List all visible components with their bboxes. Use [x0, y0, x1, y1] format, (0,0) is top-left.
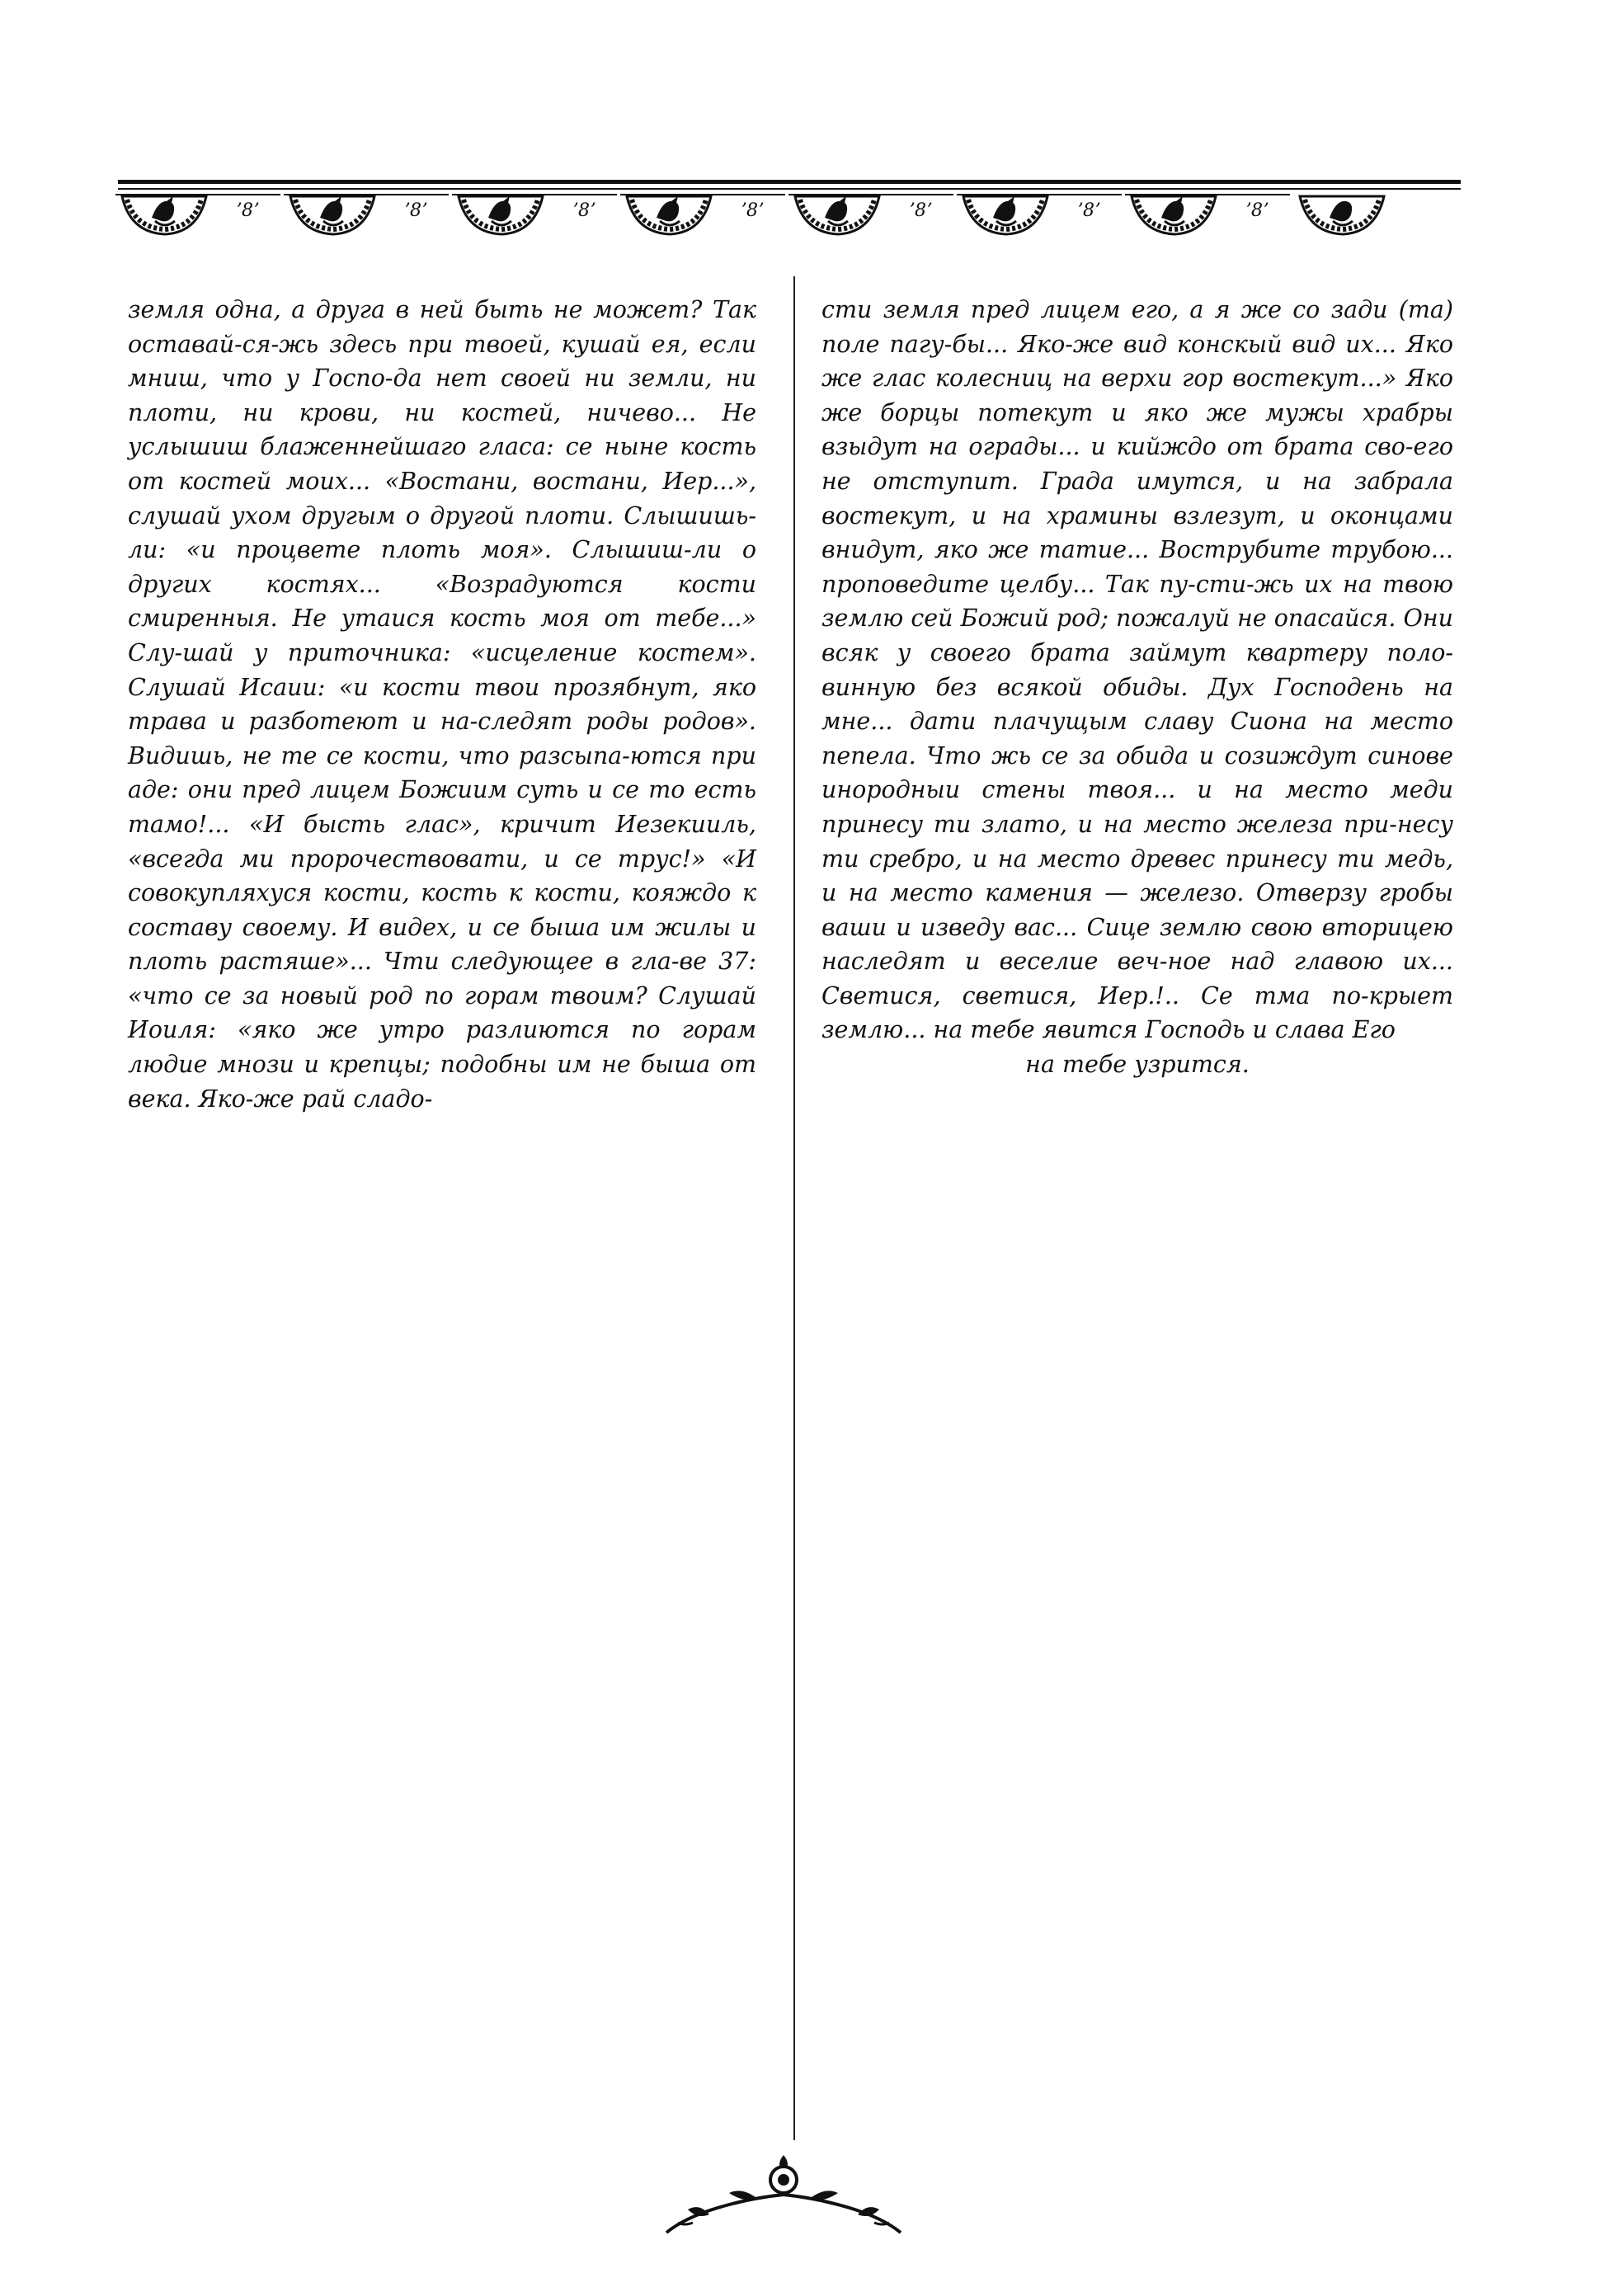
left-column-text: земля одна, а друга в ней быть не может? Так оставай-ся-жь здесь при твоей, кушай ея, если мниш, что у Госпо-да нет своей ни земли, ни плоти, ни крови, ни костей, ничево... Не услышиш блаженнейшаго гласа: се ныне кость от костей моих... «Востани, востани, Иер...», слушай ухом другым о другой плоти. Слышишь-ли: «и процвете плоть моя». Слышиш-ли о других костях... «Возрадуются кости смиренныя. Не утаися кость моя от тебе...» Слу-шай у приточника: «исцеление костем». Слушай Исаии: «и кости твои прозябнут, яко трава и разботеют и на-следят роды родов». Видишь, не те се кости, что разсыпа-ются при аде: они пред лицем Божиим суть и се то есть тамо!... «И бысть глас», кричит Иезекииль, «всегда ми пророчествовати, и се трус!» «И совокупляхуся кости, кость к кости, кояждо к составу своему. И видех, и се быша им жилы и плоть растяше»... Чти следующее в гла-ве 37: «что се за новый род по горам твоим? Слушай Иоиля: «яко же утро разлиются по горам людие мнози и крепцы; подобны им не быша от века. Яко-же рай сладо-	[128, 296, 756, 1113]
column-divider	[793, 276, 795, 2140]
left-column	[128, 293, 756, 1116]
header-ornament-band	[115, 185, 1468, 242]
header-rule-thick	[118, 180, 1461, 184]
right-column-ending: на тебе узрится.	[1025, 1051, 1250, 1079]
right-column-text: сти земля пред лицем его, а я же со зади (та) поле пагу-бы... Яко-же вид конскый вид их... Яко же глас колесниц на верхи гор востекут...» Яко же борцы потекут и яко же мужы храбры взыдут на ограды... и кийждо от брата сво-его не отступит. Града имутся, и на забрала востекут, и на храмины взлезут, и оконцами внидут, яко же татие... Вострубите трубою... проповедите целбу... Так пу-сти-жь их на твою землю сей Божий род; пожалуй не опасайся. Они всяк у своего брата займут квартеру поло-винную без всякой обиды. Дух Господень на мне... дати плачущым славу Сиона на место пепела. Что жь се за обида и созиждут синове инородныи стены твоя... и на место меди принесу ти злато, и на место железа при-несу ти сребро, и на место древес принесу ти медь, и на место камения — железо. Отверзу гробы ваши и изведу вас... Сице землю свою вторицею наследят и веселие веч-ное над главою их... Светися, светися, Иер.!.. Се тма по-крыет землю... на тебе явится Господь и слава Его	[821, 296, 1453, 1044]
right-column	[821, 293, 1453, 1082]
floral-finial-ornament	[660, 2140, 907, 2235]
